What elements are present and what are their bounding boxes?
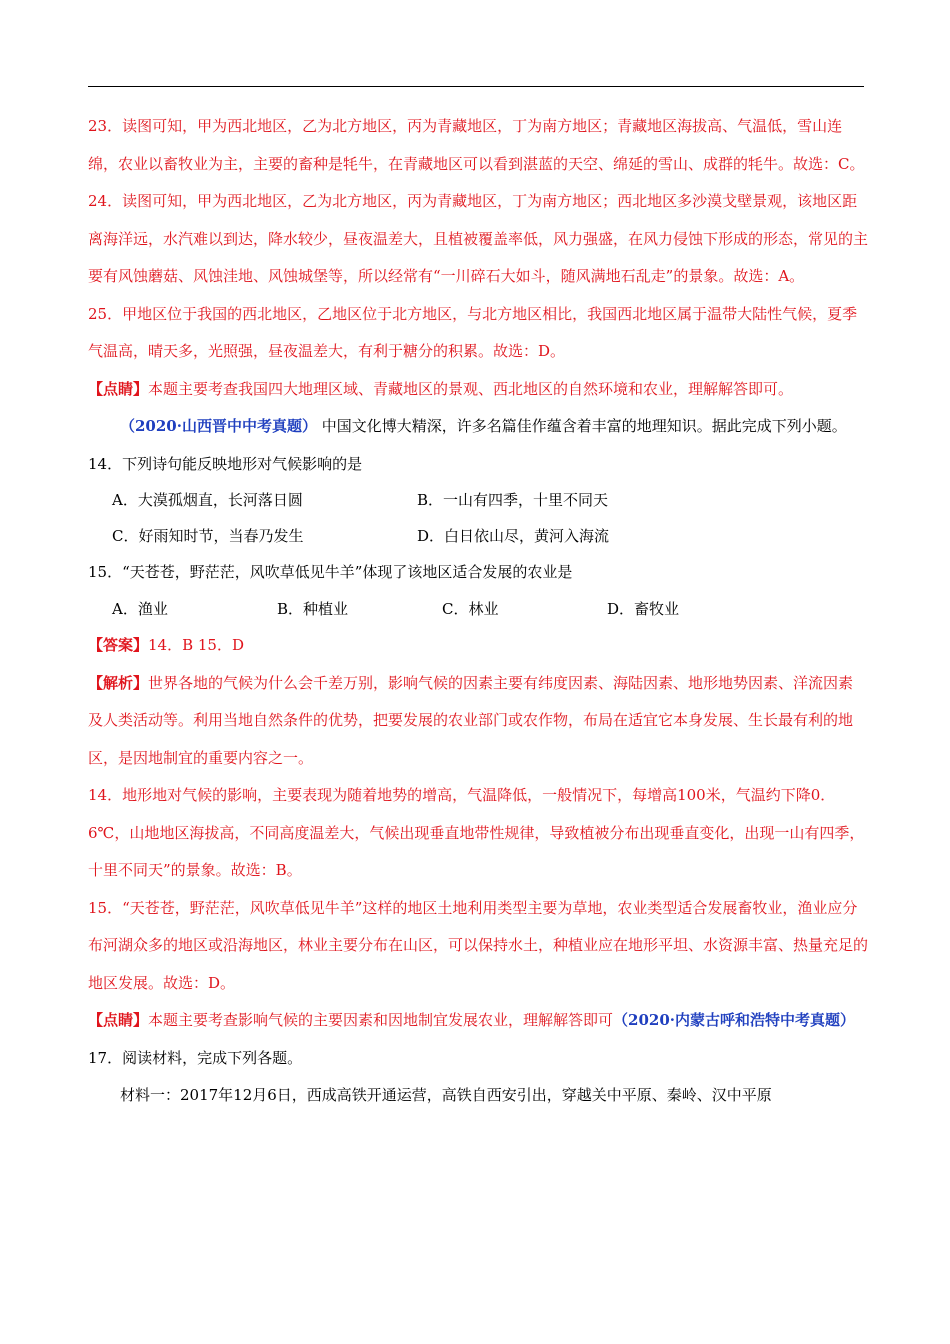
jiexi-text: 世界各地的气候为什么会千差万别，影响气候的因素主要有纬度因素、海陆因素、地形地势因素、洋流因素及人类活动等。利用当地自然条件的优势，把要发展的农业部门或农作物，布局在适宜它本身发展、生长最有利的地区，是因地制宜的重要内容之一。 bbox=[88, 673, 854, 767]
option-b: B．一山有四季，十里不同天 bbox=[417, 491, 609, 509]
answer-23: 23．读图可知，甲为西北地区，乙为北方地区，丙为青藏地区，丁为南方地区；青藏地区海拔高、气温低，雪山连绵，农业以畜牧业为主，主要的畜种是牦牛，在青藏地区可以看到湛蓝的天空、绵延的雪山、成群的牦牛。故选：C。 bbox=[88, 117, 865, 173]
document-body bbox=[88, 108, 868, 1115]
dianjing-text: 本题主要考查我国四大地理区域、青藏地区的景观、西北地区的自然环境和农业，理解解答即可。 bbox=[148, 379, 794, 398]
answer-line bbox=[88, 627, 868, 665]
option-d: D．白日依山尽，黄河入海流 bbox=[417, 526, 610, 545]
dianjing-tag: 【点睛】 bbox=[88, 379, 149, 398]
source-label: （2020·内蒙古呼和浩特中考真题） bbox=[613, 1011, 856, 1029]
material-1: 材料一：2017年12月6日，西成高铁开通运营，高铁自西安引出，穿越关中平原、秦岭、汉中平原 bbox=[120, 1086, 772, 1104]
answer-tag: 【答案】 bbox=[88, 636, 149, 654]
answer-text: 14．B 15．D bbox=[148, 636, 245, 654]
answer-25: 25．甲地区位于我国的西北地区，乙地区位于北方地区，与北方地区相比，我国西北地区属于温带大陆性气候，夏季气温高，晴天多，光照强，昼夜温差大，有利于糖分的积累。故选：D。 bbox=[88, 304, 858, 360]
question-15: 15．“天苍苍，野茫茫，风吹草低见牛羊”体现了该地区适合发展的农业是 bbox=[88, 563, 573, 581]
dianjing-1 bbox=[88, 371, 868, 409]
header-rule bbox=[88, 86, 864, 87]
dianjing-text: 本题主要考查影响气候的主要因素和因地制宜发展农业，理解解答即可 bbox=[148, 1011, 614, 1029]
dianjing-2 bbox=[88, 1002, 868, 1077]
answer-24: 24．读图可知，甲为西北地区，乙为北方地区，丙为青藏地区，丁为南方地区；西北地区多沙漠戈壁景观，该地区距离海洋远，水汽难以到达，降水较少，昼夜温差大，且植被覆盖率低，风力强盛，在风力侵蚀下形成的形态，常见的主要有风蚀蘑菇、风蚀洼地、风蚀城堡等，所以经常有“一川碎石大如斗，随风满地石乱走”的景象。故选：A。 bbox=[88, 192, 869, 285]
question-17: 17．阅读材料，完成下列各题。 bbox=[88, 1048, 303, 1067]
source-label: （2020·山西晋中中考真题） bbox=[120, 417, 317, 435]
explain-15: 15．“天苍苍，野茫茫，风吹草低见牛羊”这样的地区土地利用类型主要为草地，农业类型适合发展畜牧业，渔业应分布河湖众多的地区或沿海地区，林业主要分布在山区，可以保持水土，种植业应在地形平坦、水资源丰富、热量充足的地区发展。故选：D。 bbox=[88, 898, 869, 992]
jiexi bbox=[88, 665, 868, 778]
option-c: C．林业 bbox=[442, 599, 499, 618]
dianjing-tag: 【点睛】 bbox=[88, 1011, 149, 1029]
option-a: A．渔业 bbox=[112, 599, 168, 618]
q14-options-row-1 bbox=[88, 483, 868, 519]
option-a: A．大漠孤烟直，长河落日圆 bbox=[112, 491, 303, 509]
question-14: 14．下列诗句能反映地形对气候影响的是 bbox=[88, 454, 363, 473]
explain-14: 14．地形地对气候的影响，主要表现为随着地势的增高，气温降低，一般情况下，每增高100米，气温约下降0．6℃，山地地区海拔高，不同高度温差大，气候出现垂直地带性规律，导致植被分布出现垂直变化，出现一山有四季，十里不同天”的景象。故选：B。 bbox=[88, 786, 865, 879]
intro-1 bbox=[88, 408, 868, 446]
option-c: C．好雨知时节，当春乃发生 bbox=[112, 526, 304, 545]
q15-options-row bbox=[88, 592, 868, 628]
q14-options-row-2 bbox=[88, 519, 868, 555]
jiexi-tag: 【解析】 bbox=[88, 673, 149, 692]
option-d: D．畜牧业 bbox=[607, 599, 680, 618]
intro-text: 中国文化博大精深，许多名篇佳作蕴含着丰富的地理知识。据此完成下列小题。 bbox=[321, 417, 847, 435]
option-b: B．种植业 bbox=[277, 599, 349, 618]
